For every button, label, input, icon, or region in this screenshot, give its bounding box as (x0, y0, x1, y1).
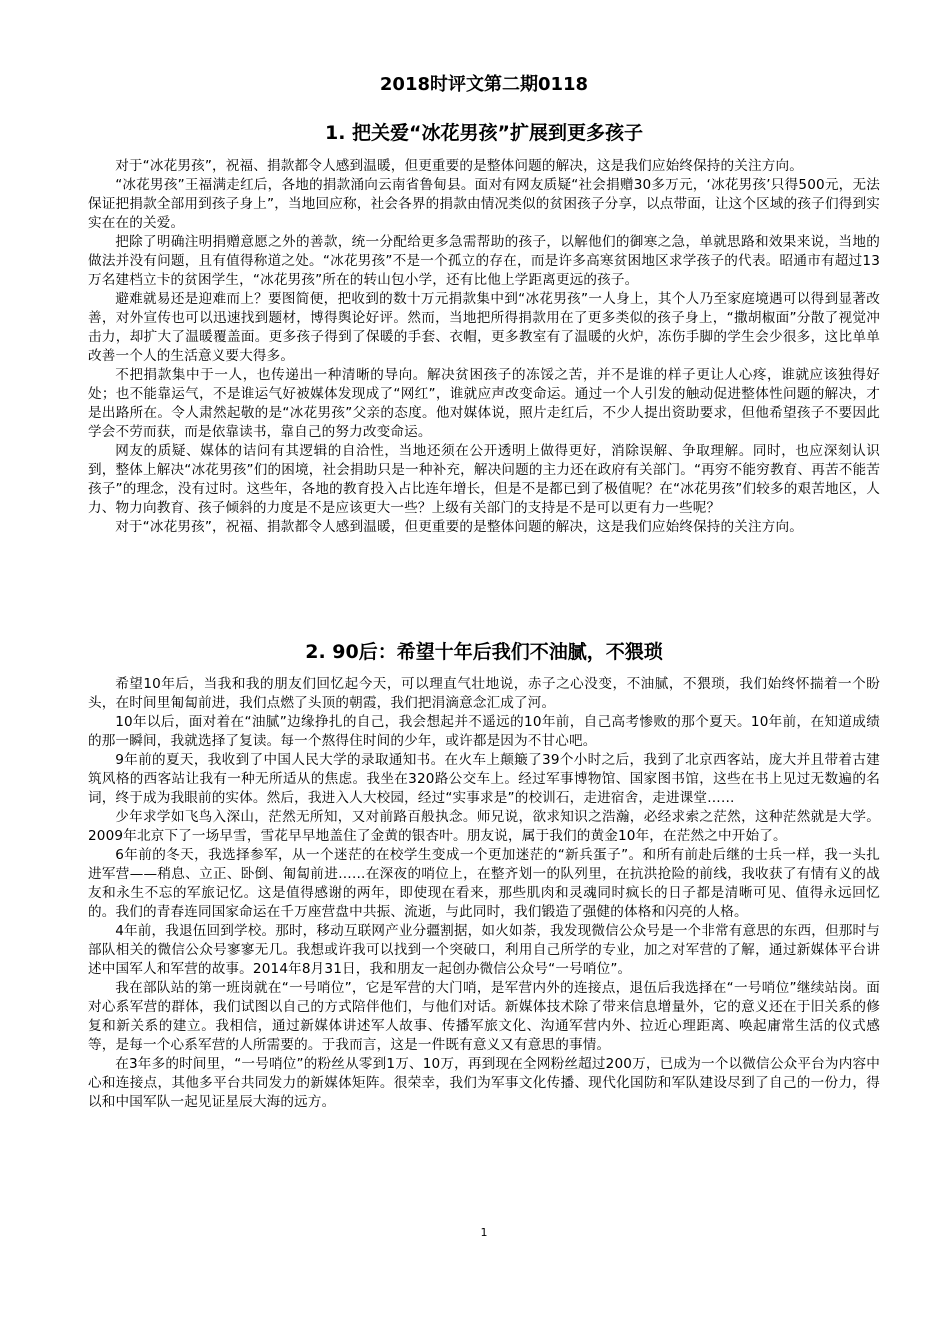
paragraph: 网友的质疑、媒体的诘问有其逻辑的自洽性，当地还须在公开透明上做得更好，消除误解、争取理解。同时，也应深刻认识到，整体上解决“冰花男孩”们的困境，社会捐助只是一种补充，解决问题的主力还在政府有关部门。“再穷不能穷教育、再苦不能苦孩子”的理念，没有过时。这些年，各地的教育投入占比连年增长，但是不是都已到了极值呢？在“冰花男孩”们较多的艰苦地区，人力、物力向教育、孩子倾斜的力度是不是应该更大一些？上级有关部门的支持是不是可以更有力一些呢？ (88, 443, 880, 516)
paragraph: 把除了明确注明捐赠意愿之外的善款，统一分配给更多急需帮助的孩子，以解他们的御寒之急，单就思路和效果来说，当地的做法并没有问题，且有值得称道之处。“冰花男孩”不是一个孤立的存在，而是许多高寒贫困地区求学孩子的代表。昭通市有超过13万名建档立卡的贫困学生，“冰花男孩”所在的转山包小学，还有比他上学距离更远的孩子。 (88, 234, 880, 288)
paragraph: 我在部队站的第一班岗就在“一号哨位”，它是军营的大门哨，是军营内外的连接点，退伍后我选择在“一号哨位”继续站岗。面对心系军营的群体，我们试图以自己的方式陪伴他们，与他们对话。新媒体技术除了带来信息增量外，它的意义还在于旧关系的修复和新关系的建立。我相信，通过新媒体讲述军人故事、传播军旅文化、沟通军营内外、拉近心理距离、唤起庸常生活的仪式感等，是每一个心系军营的人所需要的。于我而言，这是一件既有意义又有意思的事情。 (88, 980, 880, 1053)
paragraph: 不把捐款集中于一人，也传递出一种清晰的导向。解决贫困孩子的冻馁之苦，并不是谁的样子更让人心疼，谁就应该独得好处；也不能靠运气，不是谁运气好被媒体发现成了“网红”，谁就应声改变命运。通过一个人引发的触动促进整体性问题的解决，才是出路所在。令人肃然起敬的是“冰花男孩”父亲的态度。他对媒体说，照片走红后，不少人提出资助要求，但他希望孩子不要因此学会不劳而获，而是依靠读书，靠自己的努力改变命运。 (88, 367, 880, 440)
document-title: 2018时评文第二期0118 (379, 74, 589, 95)
paragraph: “冰花男孩”王福满走红后，各地的捐款涌向云南省鲁甸县。面对有网友质疑“社会捐赠30多万元，‘冰花男孩’只得500元，无法保证把捐款全部用到孩子身上”，当地回应称，社会各界的捐款由情况类似的贫困孩子分享，以点带面，让这个区域的孩子们得到实实在在的关爱。 (88, 177, 880, 231)
paragraph: 10年以后，面对着在“油腻”边缘挣扎的自己，我会想起并不遥远的10年前，自己高考惨败的那个夏天。10年前，在知道成绩的那一瞬间，我就选择了复读。每一个熬得住时间的少年，或许都是因为不甘心吧。 (88, 714, 880, 749)
paragraph: 4年前，我退伍回到学校。那时，移动互联网产业分疆割据，如火如荼，我发现微信公众号是一个非常有意思的东西，但那时与部队相关的微信公众号寥寥无几。我想或许我可以找到一个突破口，利用自己所学的专业，加之对军营的了解，通过新媒体平台讲述中国军人和军营的故事。2014年8月31日，我和朋友一起创办微信公众号“一号哨位”。 (88, 923, 880, 977)
section-2-body (88, 675, 880, 1112)
paragraph: 在3年多的时间里，“一号哨位”的粉丝从零到1万、10万，再到现在全网粉丝超过200万，已成为一个以微信公众平台为内容中心和连接点，其他多平台共同发力的新媒体矩阵。很荣幸，我们为军事文化传播、现代化国防和军队建设尽到了自己的一份力，得以和中国军队一起见证星辰大海的远方。 (88, 1056, 880, 1110)
section-1-body (88, 157, 880, 537)
paragraph: 希望10年后，当我和我的朋友们回忆起今天，可以理直气壮地说，赤子之心没变，不油腻，不猥琐，我们始终怀揣着一个盼头，在时间里匍匐前进，我们点燃了头顶的朝霞，我们把涓滴意念汇成了河。 (88, 676, 880, 711)
paragraph: 6年前的冬天，我选择参军，从一个迷茫的在校学生变成一个更加迷茫的“新兵蛋子”。和所有前赴后继的士兵一样，我一头扎进军营——稍息、立正、卧倒、匍匐前进……在深夜的哨位上，在整齐划一的队列里，在抗洪抢险的前线，我收获了有情有义的战友和永生不忘的军旅记忆。这是值得感谢的两年，即使现在看来，那些肌肉和灵魂同时疯长的日子都是清晰可见、值得永远回忆的。我们的青春连同国家命运在千万座营盘中共振、流逝，与此同时，我们锻造了强健的体格和闪亮的人格。 (88, 847, 880, 920)
paragraph: 对于“冰花男孩”，祝福、捐款都令人感到温暖，但更重要的是整体问题的解决，这是我们应始终保持的关注方向。 (115, 519, 804, 535)
paragraph: 对于“冰花男孩”，祝福、捐款都令人感到温暖，但更重要的是整体问题的解决，这是我们应始终保持的关注方向。 (115, 158, 804, 174)
page-number: 1 (480, 1226, 488, 1239)
paragraph: 避难就易还是迎难而上？要图简便，把收到的数十万元捐款集中到“冰花男孩”一人身上，其个人乃至家庭境遇可以得到显著改善，对外宣传也可以迅速找到题材，博得舆论好评。然而，当地把所得捐款用在了更多类似的孩子身上，“撒胡椒面”分散了视觉冲击力，却扩大了温暖覆盖面。更多孩子得到了保暖的手套、衣帽，更多教室有了温暖的火炉，冻伤手脚的学生会少很多，这比单单改善一个人的生活意义要大得多。 (88, 291, 880, 364)
section-2-heading: 2. 90后：希望十年后我们不油腻，不猥琐 (305, 641, 663, 663)
section-1-heading: 1. 把关爱“冰花男孩”扩展到更多孩子 (324, 122, 644, 144)
paragraph: 9年前的夏天，我收到了中国人民大学的录取通知书。在火车上颠簸了39个小时之后，我到了北京西客站，庞大并且带着古建筑风格的西客站让我有一种无所适从的焦虑。我坐在320路公交车上。经过军事博物馆、国家图书馆，这些在书上见过无数遍的名词，终于成为我眼前的实体。然后，我进入人大校园，经过“实事求是”的校训石，走进宿舍，走进课堂…… (88, 752, 880, 806)
paragraph: 少年求学如飞鸟入深山，茫然无所知，又对前路百般执念。师兄说，欲求知识之浩瀚，必经求索之茫然，这种茫然就是大学。2009年北京下了一场早雪，雪花早早地盖住了金黄的银杏叶。朋友说，属于我们的黄金10年，在茫然之中开始了。 (88, 809, 880, 844)
